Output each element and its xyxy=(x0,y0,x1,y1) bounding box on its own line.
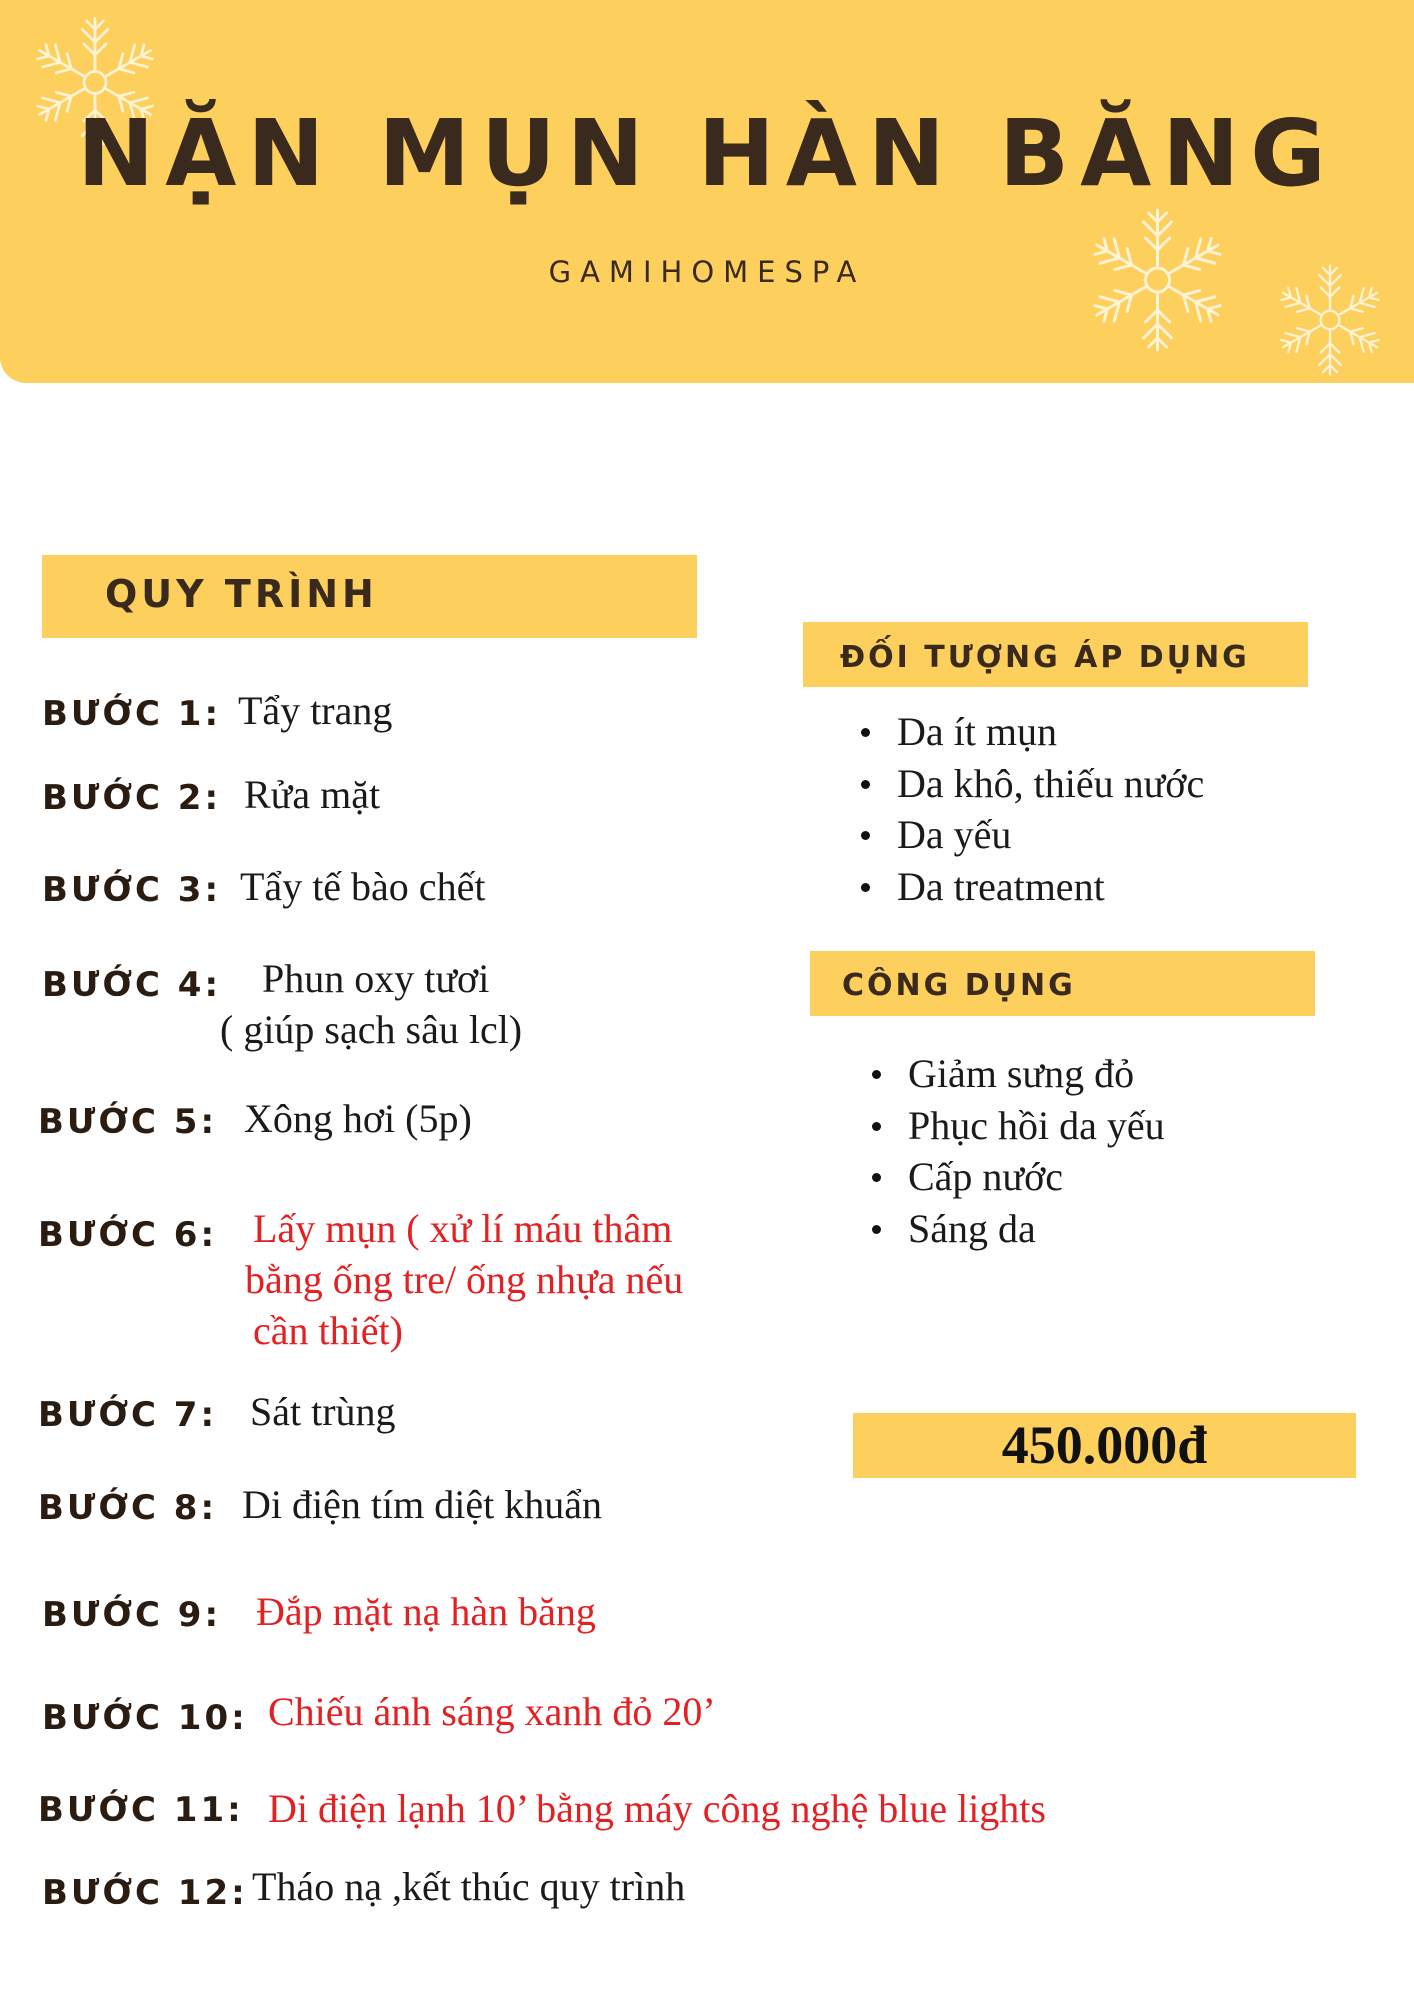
step-text: cần thiết) xyxy=(253,1308,403,1353)
price-tag: 450.000đ xyxy=(1001,1415,1208,1475)
step-text: Sát trùng xyxy=(250,1389,396,1434)
step-text: Tháo nạ ,kết thúc quy trình xyxy=(252,1864,686,1909)
process-heading: QUY TRÌNH xyxy=(105,572,378,616)
step-label: BƯỚC 10: xyxy=(42,1698,248,1738)
step-text: Chiếu ánh sáng xanh đỏ 20’ xyxy=(268,1689,716,1734)
step-text: Di điện tím diệt khuẩn xyxy=(242,1482,602,1527)
step-label: BƯỚC 3: xyxy=(42,870,222,910)
list-item: Da yếu xyxy=(897,809,1204,861)
step-label: BƯỚC 12: xyxy=(42,1873,248,1913)
step-label: BƯỚC 4: xyxy=(42,965,222,1005)
audience-list xyxy=(897,706,1204,912)
step-text: Đắp mặt nạ hàn băng xyxy=(256,1589,596,1634)
step-text: Rửa mặt xyxy=(244,772,381,817)
list-item: Da khô, thiếu nước xyxy=(897,758,1204,810)
page-title: NẶN MỤN HÀN BĂNG xyxy=(77,100,1337,207)
list-item: Da ít mụn xyxy=(897,706,1204,758)
step-label: BƯỚC 11: xyxy=(38,1790,244,1830)
step-text: Tẩy tế bào chết xyxy=(240,864,486,909)
step-label: BƯỚC 6: xyxy=(38,1215,218,1255)
step-label: BƯỚC 5: xyxy=(38,1102,218,1142)
step-text: bằng ống tre/ ống nhựa nếu xyxy=(245,1257,684,1302)
step-label: BƯỚC 9: xyxy=(42,1595,222,1635)
list-item: Giảm sưng đỏ xyxy=(908,1048,1165,1100)
benefits-heading: CÔNG DỤNG xyxy=(842,968,1076,1003)
benefits-list xyxy=(908,1048,1165,1254)
step-label: BƯỚC 2: xyxy=(42,778,222,818)
step-text: Lấy mụn ( xử lí máu thâm xyxy=(253,1206,673,1251)
step-text: Xông hơi (5p) xyxy=(244,1096,472,1141)
step-text: Di điện lạnh 10’ bằng máy công nghệ blue lights xyxy=(268,1786,1046,1831)
step-text: ( giúp sạch sâu lcl) xyxy=(220,1007,523,1052)
brand-subtitle: GAMIHOMESPA xyxy=(548,255,866,289)
step-label: BƯỚC 7: xyxy=(38,1395,218,1435)
step-label: BƯỚC 1: xyxy=(42,694,222,734)
step-text: Phun oxy tươi xyxy=(262,956,490,1001)
step-label: BƯỚC 8: xyxy=(38,1488,218,1528)
list-item: Da treatment xyxy=(897,861,1204,913)
list-item: Phục hồi da yếu xyxy=(908,1100,1165,1152)
audience-heading: ĐỐI TƯỢNG ÁP DỤNG xyxy=(840,640,1250,675)
list-item: Sáng da xyxy=(908,1203,1165,1255)
list-item: Cấp nước xyxy=(908,1151,1165,1203)
step-text: Tẩy trang xyxy=(238,688,393,733)
